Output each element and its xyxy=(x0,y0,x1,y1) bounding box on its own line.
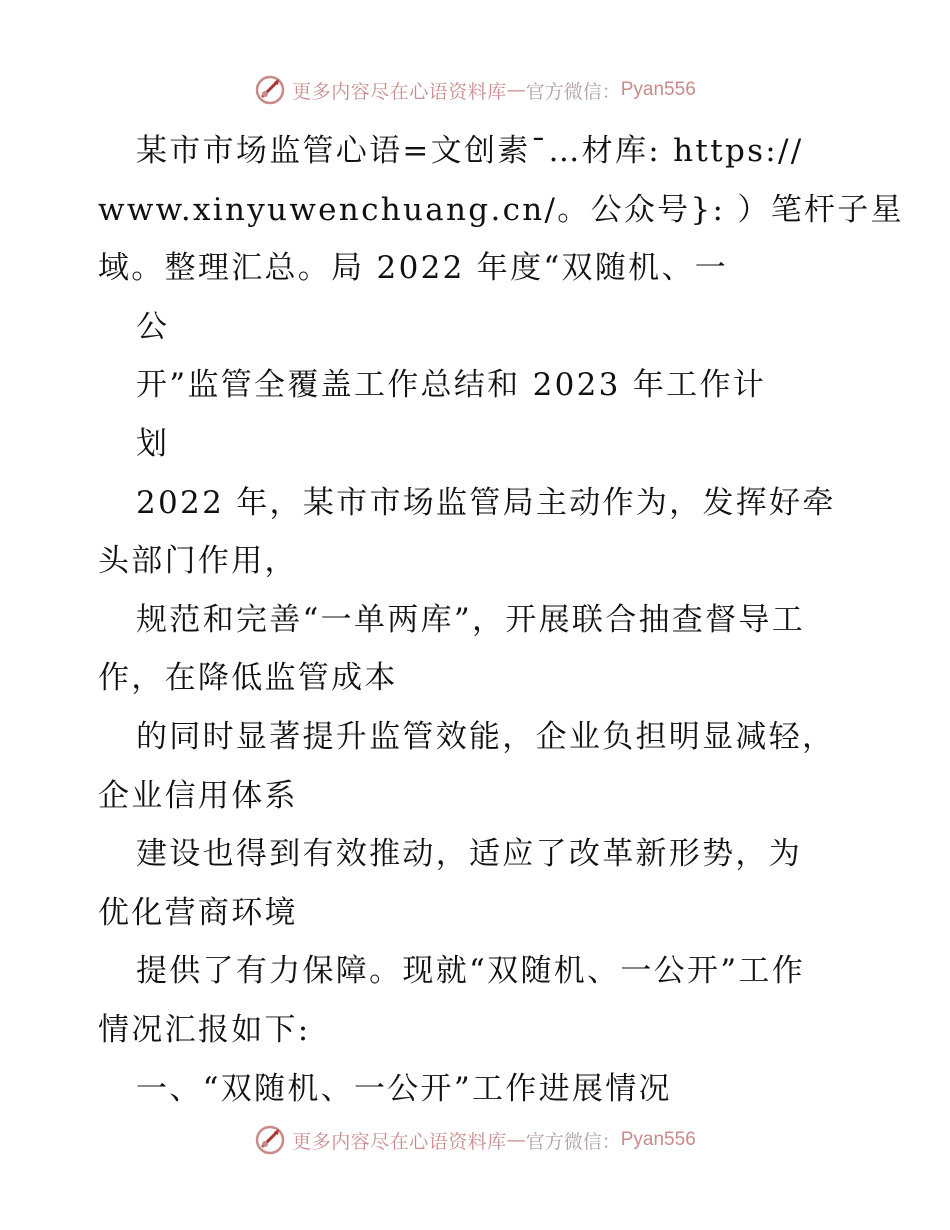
text-line: 的同时显著提升监管效能，企业负担明显减轻， xyxy=(136,718,836,755)
header-watermark-banner xyxy=(0,70,950,110)
text-line: 划 xyxy=(136,425,170,462)
banner-sub: 官方微信： xyxy=(525,1130,621,1153)
brush-seal-icon xyxy=(254,74,286,106)
banner-separator: — xyxy=(506,79,526,101)
document-body xyxy=(98,122,904,1118)
text-line: 规范和完善“一单两库”，开展联合抽查督导工 xyxy=(136,601,805,638)
banner-wechat: Pyan556 xyxy=(620,1129,696,1150)
text-line: 情况汇报如下: xyxy=(98,1011,311,1048)
text-line: 2022 年，某市市场监管局主动作为，发挥好牵 xyxy=(136,484,836,521)
banner-wechat: Pyan556 xyxy=(620,79,696,100)
text-line: 开”监管全覆盖工作总结和 2023 年工作计 xyxy=(136,367,767,404)
text-line: 提供了有力保障。现就“双随机、一公开”工作 xyxy=(136,953,805,990)
banner-sub: 官方微信： xyxy=(525,80,621,103)
footer-watermark-banner xyxy=(0,1120,950,1160)
section-heading: 一、“双随机、一公开”工作进展情况 xyxy=(136,1070,672,1107)
banner-separator: — xyxy=(506,1129,526,1151)
text-line: 优化营商环境 xyxy=(98,894,298,931)
text-line: 企业信用体系 xyxy=(98,777,298,814)
text-line: 头部门作用， xyxy=(98,543,298,580)
text-line: www.xinyuwenchuang.cn/。公众号}: ）笔杆子星 xyxy=(98,191,904,228)
text-line: 某市市场监管心语=文创素¯…材库: https:// xyxy=(136,133,804,169)
banner-text: 更多内容尽在心语资料库 xyxy=(292,1130,507,1153)
text-line: 建设也得到有效推动，适应了改革新形势，为 xyxy=(136,836,802,873)
text-line: 作，在降低监管成本 xyxy=(98,660,398,697)
text-line: 域。整理汇总。局 2022 年度“双随机、一 xyxy=(98,250,729,287)
text-line: 公 xyxy=(136,308,170,345)
banner-text: 更多内容尽在心语资料库 xyxy=(292,80,507,103)
brush-seal-icon xyxy=(254,1124,286,1156)
